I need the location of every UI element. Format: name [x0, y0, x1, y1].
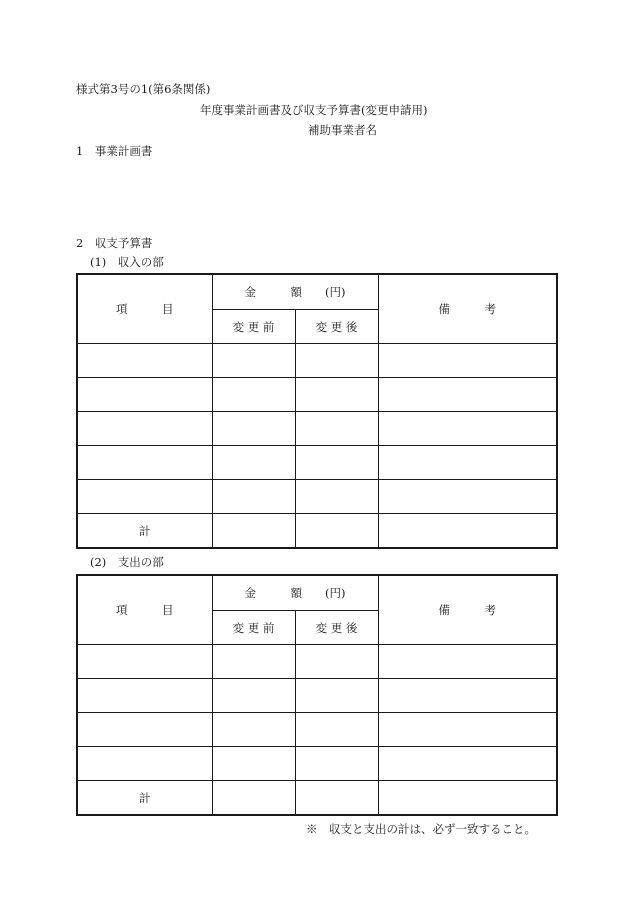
expense-before-cell[interactable]: [212, 747, 295, 781]
section-2-number: 2: [76, 236, 84, 250]
section-2-heading: [76, 238, 152, 250]
expense-total-remarks[interactable]: [378, 781, 557, 816]
expense-number: (2): [90, 555, 107, 569]
income-item-cell[interactable]: [77, 378, 212, 412]
income-item-cell[interactable]: [77, 480, 212, 514]
expense-before-cell[interactable]: [212, 645, 295, 679]
expense-item-cell[interactable]: [77, 713, 212, 747]
income-before-cell[interactable]: [212, 480, 295, 514]
income-after-cell[interactable]: [295, 412, 378, 446]
income-total-after[interactable]: [295, 514, 378, 549]
expense-after-cell[interactable]: [295, 645, 378, 679]
consistency-note: ※ 収支と支出の計は、必ず一致すること。: [306, 822, 536, 836]
expense-header-item: 項 目: [77, 575, 212, 645]
income-item-cell[interactable]: [77, 344, 212, 378]
expense-header-before: 変 更 前: [212, 611, 295, 645]
expense-title: 支出の部: [117, 555, 164, 569]
form-id: 様式第3号の1(第6条関係): [76, 82, 211, 96]
income-total-row: [77, 514, 557, 549]
expense-remarks-cell[interactable]: [378, 747, 557, 781]
expense-header-remarks: 備 考: [378, 575, 557, 645]
income-heading: [90, 257, 164, 269]
income-header-item: 項 目: [77, 274, 212, 344]
expense-remarks-cell[interactable]: [378, 679, 557, 713]
income-total-before[interactable]: [212, 514, 295, 549]
expense-item-cell[interactable]: [77, 645, 212, 679]
income-header-before: 変 更 前: [212, 310, 295, 344]
table-row: [77, 713, 557, 747]
expense-total-label: 計: [77, 781, 212, 816]
expense-total-row: [77, 781, 557, 816]
section-2-title: 収支予算書: [94, 236, 153, 250]
income-header-after: 変 更 後: [295, 310, 378, 344]
expense-before-cell[interactable]: [212, 679, 295, 713]
income-title: 収入の部: [117, 255, 164, 269]
expense-remarks-cell[interactable]: [378, 713, 557, 747]
income-item-cell[interactable]: [77, 412, 212, 446]
income-after-cell[interactable]: [295, 480, 378, 514]
income-remarks-cell[interactable]: [378, 378, 557, 412]
expense-after-cell[interactable]: [295, 713, 378, 747]
income-after-cell[interactable]: [295, 446, 378, 480]
expense-header-amount: 金 額 (円): [212, 575, 378, 611]
income-item-cell[interactable]: [77, 446, 212, 480]
table-row: [77, 645, 557, 679]
income-remarks-cell[interactable]: [378, 344, 557, 378]
income-remarks-cell[interactable]: [378, 446, 557, 480]
income-before-cell[interactable]: [212, 446, 295, 480]
expense-total-before[interactable]: [212, 781, 295, 816]
income-remarks-cell[interactable]: [378, 412, 557, 446]
expense-heading: [90, 557, 164, 569]
income-after-cell[interactable]: [295, 344, 378, 378]
expense-after-cell[interactable]: [295, 679, 378, 713]
expense-item-cell[interactable]: [77, 747, 212, 781]
table-row: [77, 480, 557, 514]
applicant-name-label: 補助事業者名: [308, 123, 377, 137]
expense-after-cell[interactable]: [295, 747, 378, 781]
expense-remarks-cell[interactable]: [378, 645, 557, 679]
income-total-label: 計: [77, 514, 212, 549]
income-before-cell[interactable]: [212, 412, 295, 446]
section-1-number: 1: [76, 144, 84, 158]
table-row: [77, 747, 557, 781]
table-row: [77, 446, 557, 480]
income-total-remarks[interactable]: [378, 514, 557, 549]
income-after-cell[interactable]: [295, 378, 378, 412]
table-row: [77, 378, 557, 412]
income-table: [76, 273, 558, 549]
expense-table: [76, 574, 558, 816]
expense-item-cell[interactable]: [77, 679, 212, 713]
income-number: (1): [90, 255, 107, 269]
table-row: [77, 412, 557, 446]
document-title: 年度事業計画書及び収支予算書(変更申請用): [200, 103, 428, 117]
income-before-cell[interactable]: [212, 378, 295, 412]
income-header-amount: 金 額 (円): [212, 274, 378, 310]
expense-header-after: 変 更 後: [295, 611, 378, 645]
expense-total-after[interactable]: [295, 781, 378, 816]
table-row: [77, 344, 557, 378]
income-remarks-cell[interactable]: [378, 480, 557, 514]
expense-before-cell[interactable]: [212, 713, 295, 747]
income-before-cell[interactable]: [212, 344, 295, 378]
income-header-remarks: 備 考: [378, 274, 557, 344]
section-1-title: 事業計画書: [94, 144, 153, 158]
section-1-heading: [76, 146, 152, 158]
table-row: [77, 679, 557, 713]
